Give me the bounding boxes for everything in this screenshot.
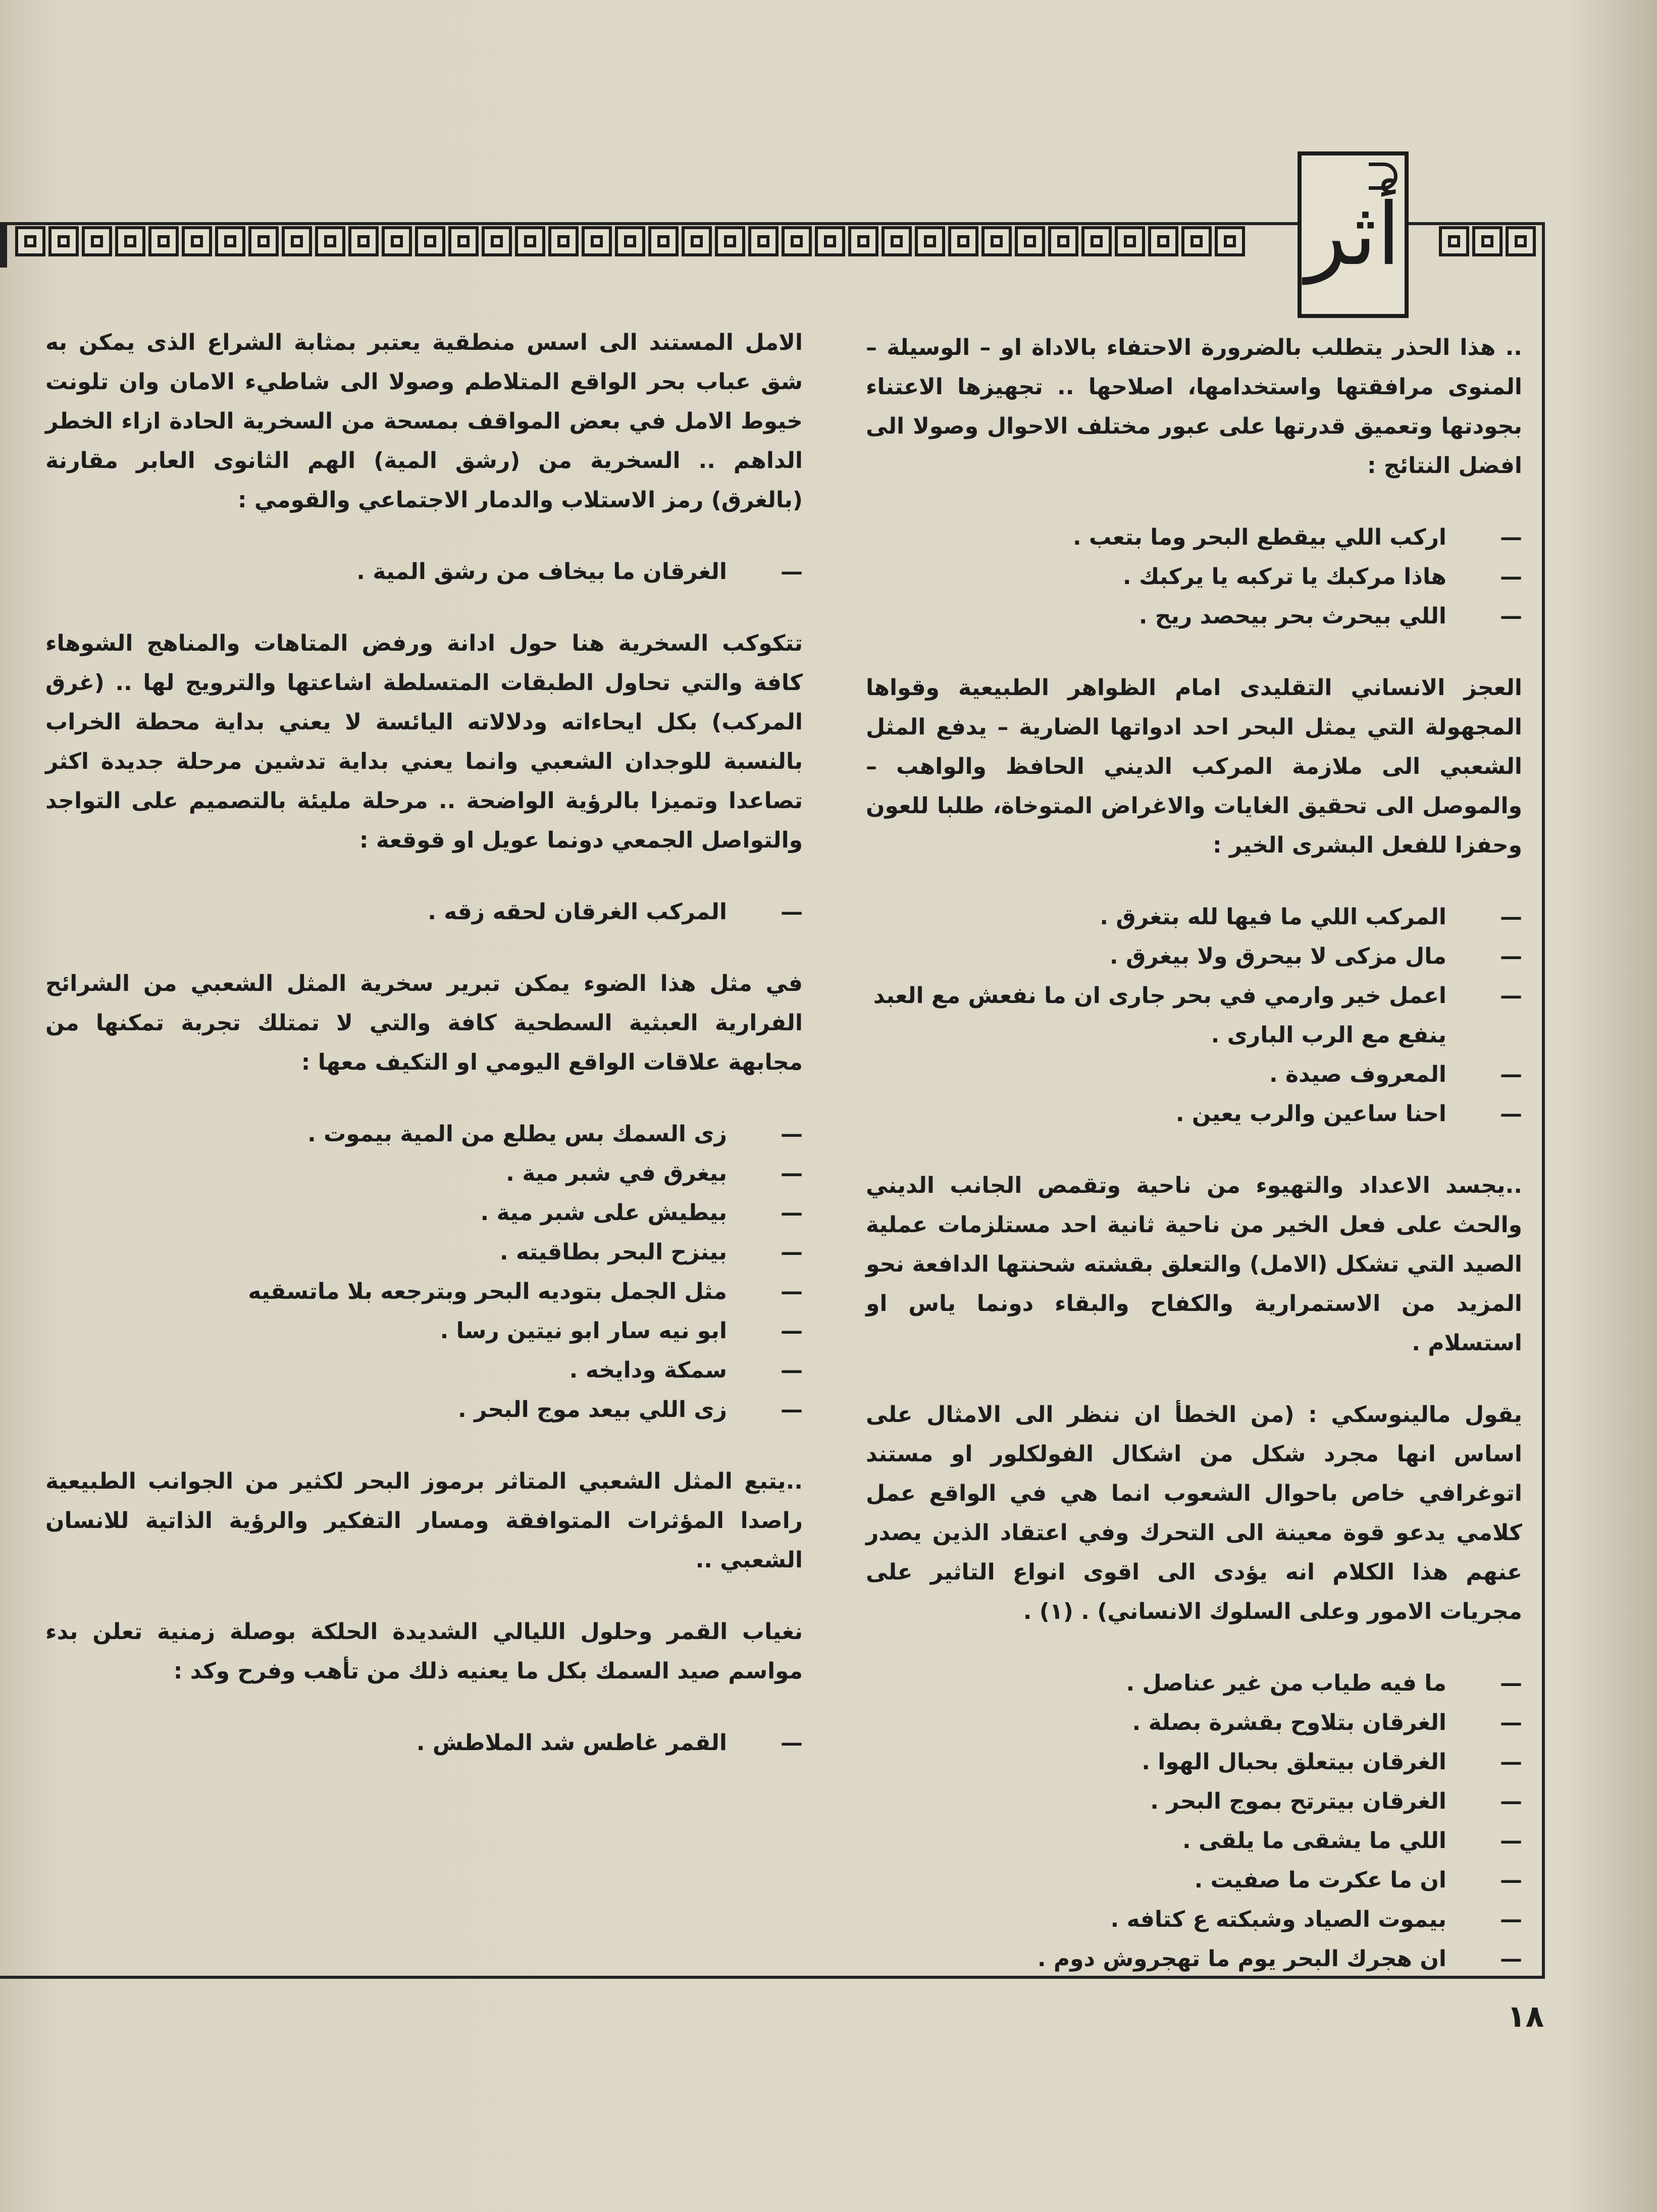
proverb-item: — المعروف صيدة . [866, 1055, 1522, 1094]
meander-square [948, 226, 978, 256]
meander-square [715, 226, 745, 256]
meander-border-left [15, 226, 1257, 262]
proverb-item: — المركب اللي ما فيها لله بتغرق . [866, 898, 1522, 937]
proverb-item: — الغرقان بيتعلق بحبال الهوا . [866, 1743, 1522, 1782]
meander-square [1115, 226, 1145, 256]
proverb-item: — احنا ساعين والرب يعين . [866, 1094, 1522, 1134]
meander-square [115, 226, 145, 256]
proverb-item: — هاذا مركبك يا تركبه يا يركبك . [866, 557, 1522, 597]
meander-square [248, 226, 279, 256]
meander-square [82, 226, 112, 256]
meander-square [782, 226, 812, 256]
meander-square [748, 226, 779, 256]
proverb-item: — اعمل خير وارمي في بحر جارى ان ما نفعش مع العبد ينفع مع الرب البارى . [866, 976, 1522, 1055]
body-paragraph: نغياب القمر وحلول الليالي الشديدة الحلكة بوصلة زمنية تعلن بدء مواسم صيد السمك بكل ما يعنيه ذلك من تأهب وفرح وكد : [45, 1619, 803, 1684]
meander-square [1081, 226, 1112, 256]
meander-square [182, 226, 212, 256]
meander-square [1148, 226, 1178, 256]
frame-left-mark [0, 222, 7, 268]
body-paragraph: تتكوكب السخرية هنا حول ادانة ورفض المتاهات والمناهج الشوهاء كافة والتي تحاول الطبقات المتسلطة اشاعتها والترويج لها .. (غرق المركب) بكل ايحاءاته ودلالاته اليائسة لا يعني بداية محطة الخراب بالنسبة للوجدان الشعبي وانما يعني بداية تدشين مرحلة جديدة اكثر تصاعدا وتميزا بالرؤية الواضحة .. مرحلة مليئة بالتصميم على التواجد والتواصل الجمعي دونما عويل او قوقعة : [45, 630, 803, 853]
meander-square [981, 226, 1012, 256]
proverb-list [45, 552, 803, 592]
meander-square [548, 226, 579, 256]
proverb-item: — زى السمك بس يطلع من المية بيموت . [45, 1115, 803, 1154]
proverb-item: — ما فيه طياب من غير عناصل . [866, 1664, 1522, 1703]
meander-square [615, 226, 645, 256]
meander-square [148, 226, 179, 256]
body-paragraph: الامل المستند الى اسس منطقية يعتبر بمثابة الشراع الذى يمكن به شق عباب بحر الواقع المتلاطم وصولا الى شاطيء الامان وان تلونت خيوط الامل في بعض المواقف بمسحة من السخرية الحادة ازاء الخطر الداهم .. السخرية من (رشق المية) الهم الثانوى العابر مقارنة (بالغرق) رمز الاستلاب والدمار الاجتماعي والقومي : [45, 330, 803, 513]
meander-square [215, 226, 245, 256]
meander-square [1015, 226, 1045, 256]
proverb-item: — بيغرق في شبر مية . [45, 1154, 803, 1193]
proverb-list [45, 1115, 803, 1430]
meander-square [648, 226, 679, 256]
meander-square [1439, 226, 1469, 256]
proverb-item: — القمر غاطس شد الملاطش . [45, 1723, 803, 1763]
proverb-item: — الغرقان بيترتح بموج البحر . [866, 1782, 1522, 1821]
proverb-list [866, 1664, 1522, 1979]
proverb-item: — الغرقان ما بيخاف من رشق المية . [45, 552, 803, 592]
proverb-item: — مال مزكى لا بيحرق ولا بيغرق . [866, 937, 1522, 976]
meander-square [415, 226, 445, 256]
meander-square [515, 226, 545, 256]
proverb-item: — اركب اللي بيقطع البحر وما بتعب . [866, 518, 1522, 557]
body-paragraph: .. هذا الحذر يتطلب بالضرورة الاحتفاء بالاداة او – الوسيلة – المنوى مرافقتها واستخدامها، اصلاحها .. تجهيزها الاعتناء بجودتها وتعميق قدرتها على عبور مختلف الاحوال وصولا الى افضل النتائج : [866, 335, 1522, 479]
body-paragraph: يقول مالينوسكي : (من الخطأ ان ننظر الى الامثال على اساس انها مجرد شكل من اشكال الفولكلور او مستند اتوغرافي خاص باحوال الشعوب انما هي في الواقع عمل كلامي يدعو قوة معينة الى التحرك وفي اعتقاد الذين يصدر عنهم هذا الكلام انه يؤدى الى اقوى انواع التاثير على مجريات الامور وعلى السلوك الانساني) . (١) . [866, 1402, 1522, 1624]
proverb-item: — ابو نيه سار ابو نيتين رسا . [45, 1311, 803, 1351]
body-paragraph: العجز الانساني التقليدى امام الظواهر الطبيعية وقواها المجهولة التي يمثل البحر احد ادواتها الضارية – يدفع المثل الشعبي الى ملازمة المركب الديني الحافظ والواهب – والموصل الى تحقيق الغايات والاغراض المتوخاة، طلبا للعون وحفزا للفعل البشرى الخير : [866, 675, 1522, 858]
meander-square [1506, 226, 1536, 256]
proverb-item: — ان هجرك البحر يوم ما تهجروش دوم . [866, 1939, 1522, 1979]
meander-square [282, 226, 312, 256]
meander-square [15, 226, 45, 256]
proverb-list [45, 1723, 803, 1763]
meander-square [1048, 226, 1078, 256]
meander-square [915, 226, 945, 256]
proverb-list [45, 892, 803, 932]
meander-square [1472, 226, 1503, 256]
meander-square [382, 226, 412, 256]
body-paragraph: ..يجسد الاعداد والتهيوء من ناحية وتقمص الجانب الديني والحث على فعل الخير من ناحية ثانية احد مستلزمات عملية الصيد التي تشكل (الامل) والتعلق بقشته شحنتها الدافعة نحو المزيد من الاستمرارية والكفاح والبقاء دونما ياس او استسلام . [866, 1173, 1522, 1356]
meander-square [482, 226, 512, 256]
proverb-item: — اللي ما يشقى ما يلقى . [866, 1821, 1522, 1861]
meander-square [882, 226, 912, 256]
meander-square [448, 226, 479, 256]
left-column [45, 323, 803, 1795]
body-paragraph: في مثل هذا الضوء يمكن تبرير سخرية المثل الشعبي من الشرائح الفرارية العبثية السطحية كافة والتي لا تمتلك تجربة تمكنها من مجابهة علاقات الواقع اليومي او التكيف معها : [45, 971, 803, 1075]
meander-square [682, 226, 712, 256]
proverb-item: — ان ما عكرت ما صفيت . [866, 1861, 1522, 1900]
proverb-item: — زى اللي بيعد موج البحر . [45, 1390, 803, 1430]
proverb-list [866, 898, 1522, 1134]
meander-square [1181, 226, 1212, 256]
proverb-item: — بينزح البحر بطاقيته . [45, 1233, 803, 1272]
proverb-item: — بيموت الصياد وشبكته ع كتافه . [866, 1900, 1522, 1939]
meander-square [1215, 226, 1245, 256]
page-number: ١٨ [1507, 1999, 1544, 2034]
meander-square [48, 226, 79, 256]
proverb-item: — الغرقان بتلاوح بقشرة بصلة . [866, 1703, 1522, 1743]
meander-square [582, 226, 612, 256]
meander-border-right [1439, 226, 1540, 262]
proverb-item: — مثل الجمل بتوديه البحر وبترجعه بلا ماتسقيه [45, 1272, 803, 1311]
logo-text: أثر [1305, 185, 1401, 285]
proverb-item: — المركب الغرقان لحقه زقه . [45, 892, 803, 932]
frame-right-rule [1542, 222, 1545, 1979]
meander-square [848, 226, 878, 256]
proverb-item: — سمكة ودايخه . [45, 1351, 803, 1390]
right-column [866, 328, 1522, 2011]
meander-square [315, 226, 345, 256]
meander-square [815, 226, 845, 256]
body-paragraph: ..يتبع المثل الشعبي المتاثر برموز البحر لكثير من الجوانب الطبيعية راصدا المؤثرات المتوافقة ومسار التفكير والرؤية الذاتية للانسان الشعبي .. [45, 1468, 803, 1573]
proverb-list [866, 518, 1522, 636]
proverb-item: — بيطيش على شبر مية . [45, 1193, 803, 1233]
section-logo [1298, 151, 1409, 318]
proverb-item: — اللي بيحرث بحر بيحصد ريح . [866, 597, 1522, 636]
meander-square [348, 226, 379, 256]
